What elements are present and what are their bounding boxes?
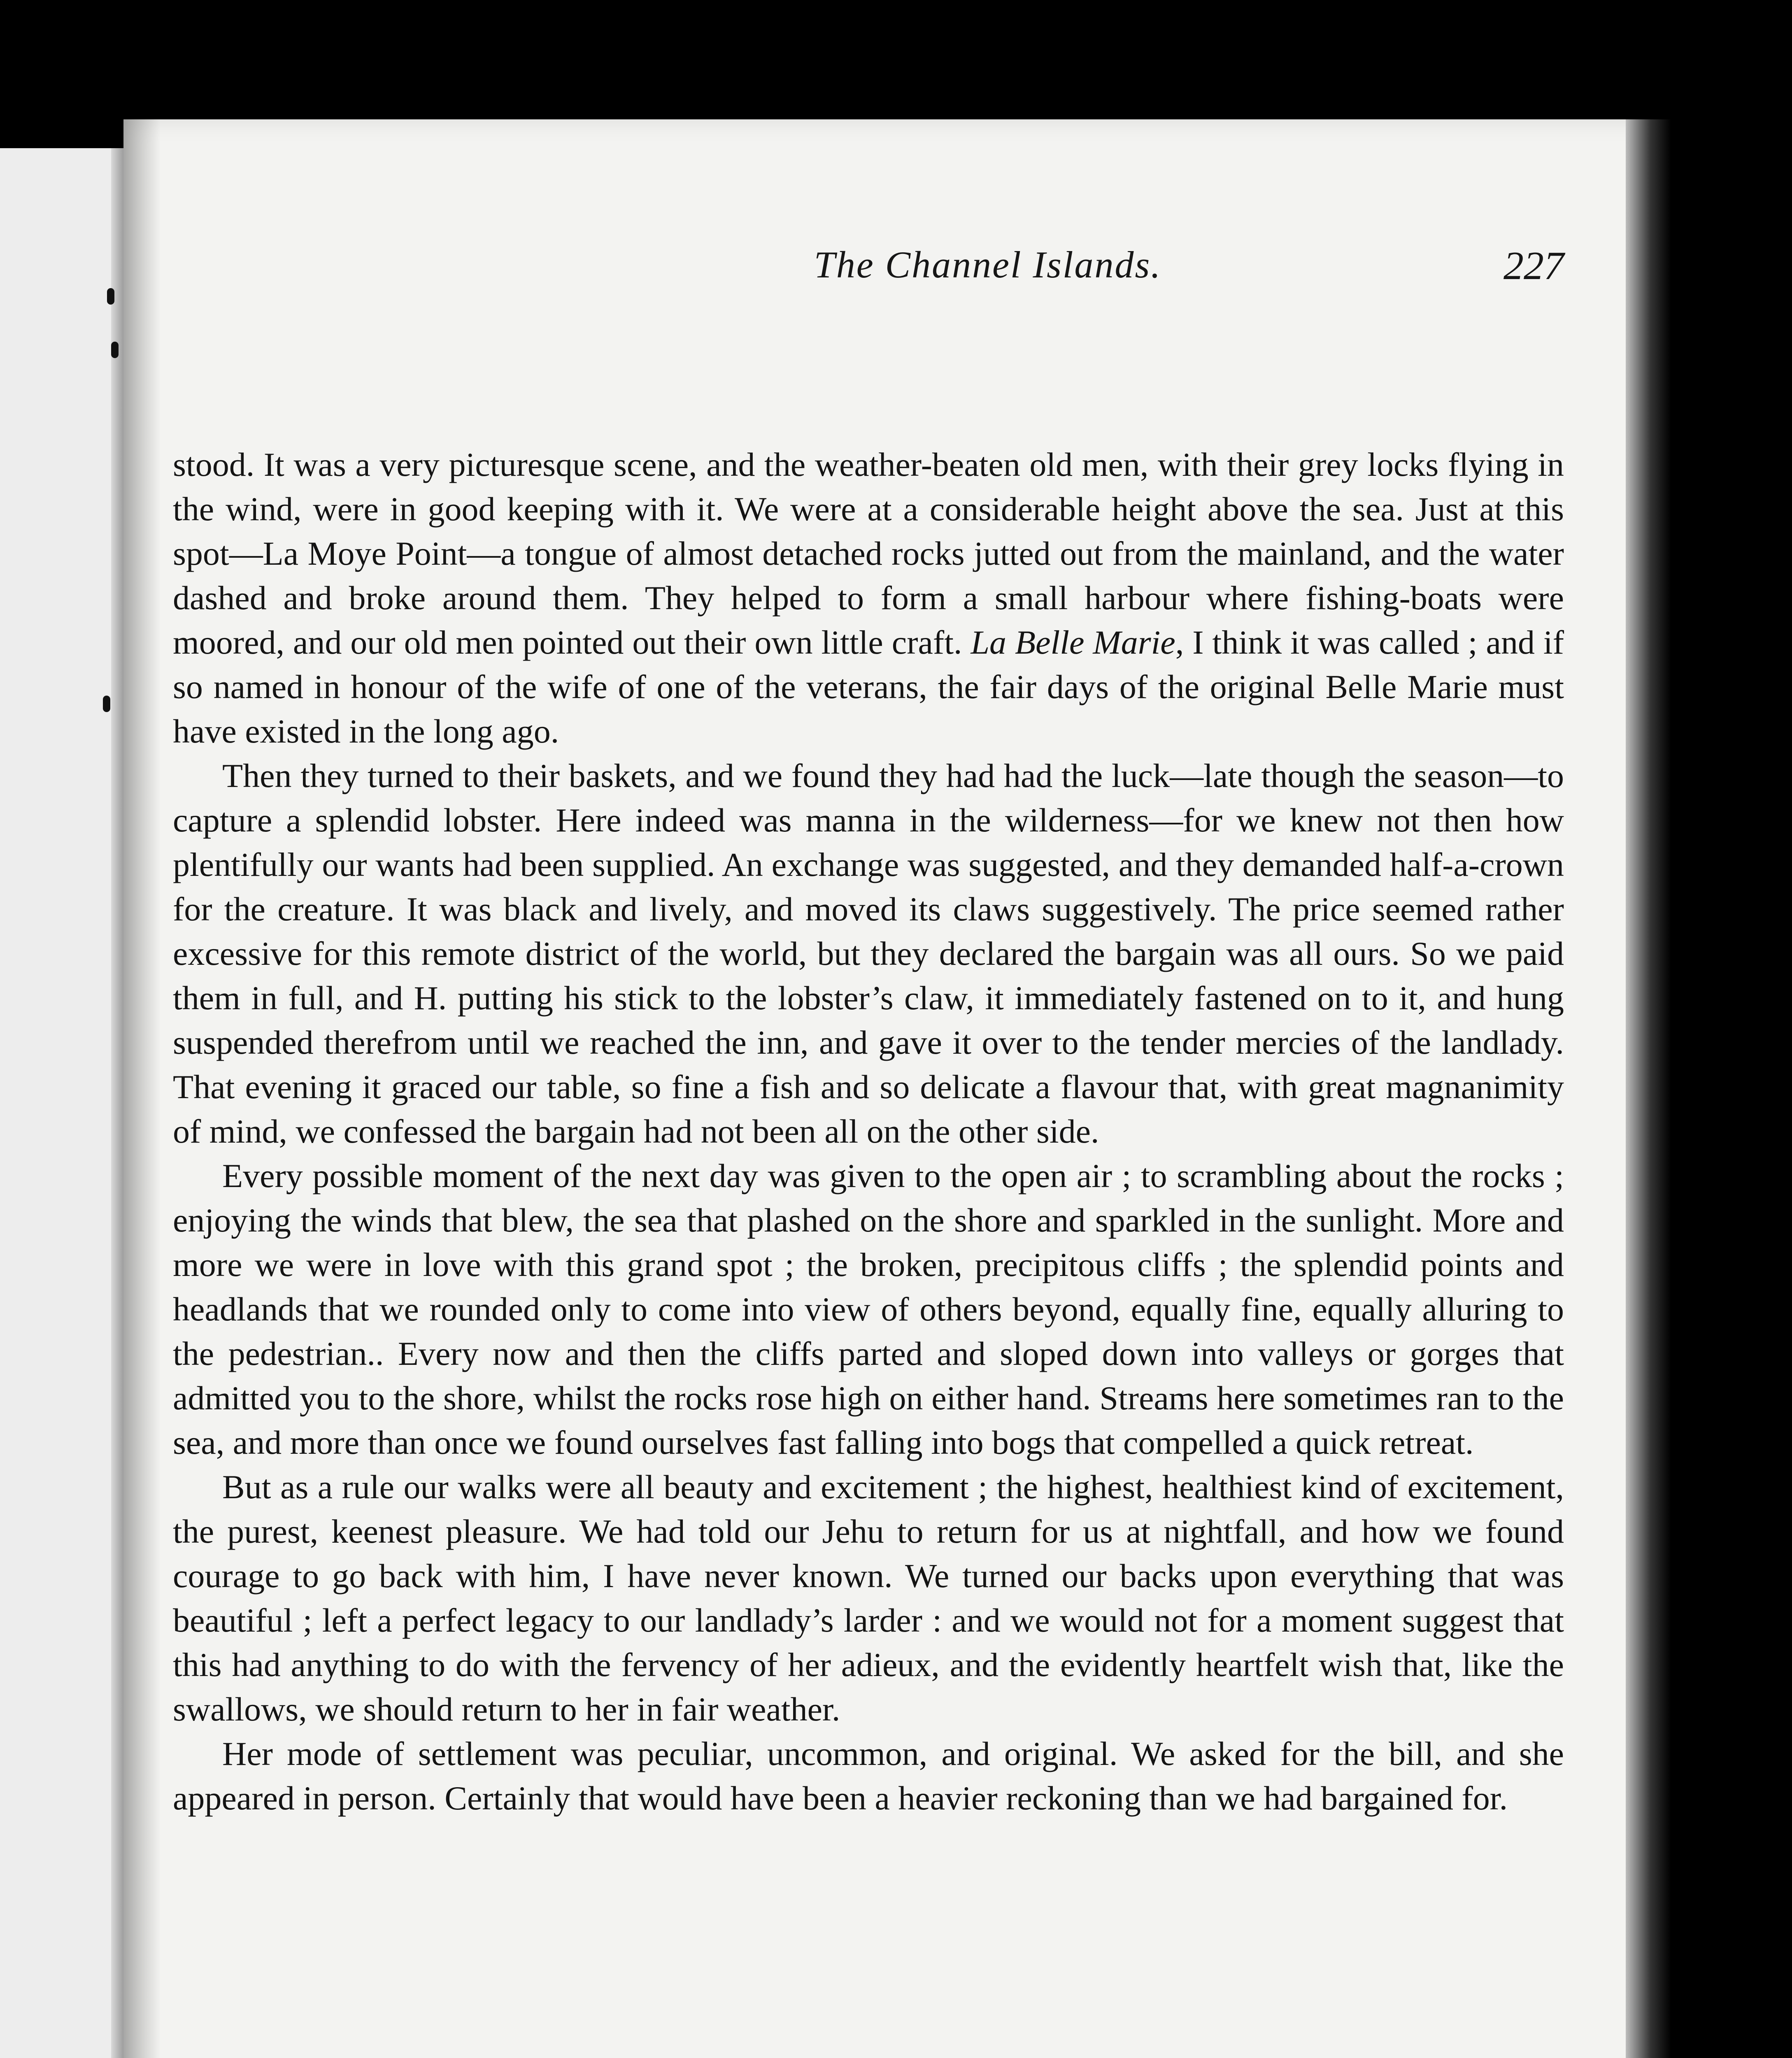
text-run: stood. It was a very picturesque scene, and the weather-beaten old men, with their grey locks flying in the wind, were in good keeping with it. We were at a considerable height above the sea. Just at this spot—La Moye Point—a tongue of almost detached rocks jutted out from the mainland, and the water dashed and broke around them. They helped to form a small harbour where fishing-boats were moored, and our old men pointed out their own little craft.: [173, 446, 1564, 661]
page-right-edge: [1626, 119, 1671, 2058]
bleed-mark: [107, 288, 114, 305]
text-run: But as a rule our walks were all beauty and excitement ; the highest, healthiest kind of excitement, the purest, keenest pleasure. We had told our Jehu to return for us at nightfall, and how we found courage to go back with him, I have never known. We turned our backs upon everything that was beautiful ; left a perfect legacy to our landlady’s larder : and we would not for a moment suggest that this had anything to do with the fervency of her adieux, and the evidently heartfelt wish that, like the swallows, we should return to her in fair weather.: [173, 1468, 1564, 1728]
paragraph: [173, 442, 1564, 754]
gutter-shadow: [123, 119, 161, 2058]
running-head: [173, 243, 1564, 296]
body-text: [173, 442, 1564, 1821]
italic-text: La Belle Marie: [970, 624, 1175, 661]
text-run: , I think it was called ; and if so named in honour of the wife of one of the veterans, the fair days of the original Belle Marie must have existed in the long ago.: [173, 624, 1564, 750]
running-title: The Channel Islands.: [814, 244, 1162, 286]
text-run: Every possible moment of the next day was given to the open air ; to scrambling about the rocks ; enjoying the winds that blew, the sea that plashed on the shore and sparkled in the sunlight. More and more we were in love with this grand spot ; the broken, precipitous cliffs ; the splendid points and headlands that we rounded only to come into view of others beyond, equally fine, equally alluring to the pedestrian.. Every now and then the cliffs parted and sloped down into valleys or gorges that admitted you to the shore, whilst the rocks rose high on either hand. Streams here sometimes ran to the sea, and more than once we found ourselves fast falling into bogs that compelled a quick retreat.: [173, 1157, 1564, 1461]
paragraph: [173, 1154, 1564, 1465]
text-run: Then they turned to their baskets, and we found they had had the luck—late though the season—to capture a splendid lobster. Here indeed was manna in the wilderness—for we knew not then how plentifully our wants had been supplied. An exchange was suggested, and they demanded half-a-crown for the creature. It was black and lively, and moved its claws suggestively. The price seemed rather excessive for this remote district of the world, but they declared the bargain was all ours. So we paid them in full, and H. putting his stick to the lobster’s claw, it immediately fastened on to it, and hung suspended therefrom until we reached the inn, and gave it over to the tender mercies of the landlady. That evening it graced our table, so fine a fish and so delicate a flavour that, with great magnanimity of mind, we confessed the bargain had not been all on the other side.: [173, 757, 1564, 1150]
bleed-mark: [111, 342, 119, 358]
bleed-mark: [103, 696, 110, 712]
page-number: 227: [1503, 244, 1564, 288]
paragraph: [173, 1732, 1564, 1821]
paragraph: [173, 754, 1564, 1154]
previous-page-edge: [0, 148, 130, 2058]
paragraph: [173, 1465, 1564, 1732]
text-run: Her mode of settlement was peculiar, uncommon, and original. We asked for the bill, and she appeared in person. Certainly that would have been a heavier reckoning than we had bargained for.: [173, 1735, 1564, 1817]
